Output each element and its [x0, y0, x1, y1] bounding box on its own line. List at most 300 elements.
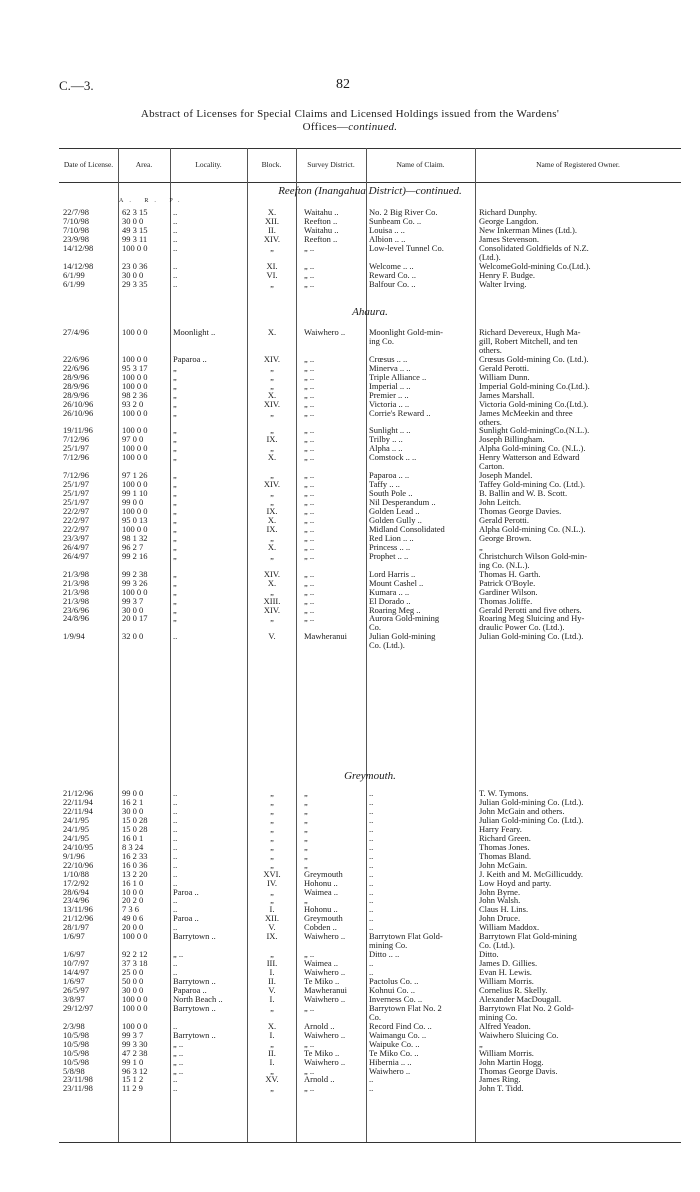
cell-blk: „ [270, 949, 274, 960]
cell-claim: Midland Consolidated [369, 523, 445, 534]
cell-dist: „ [304, 841, 308, 852]
cell-date: 9/1/96 [63, 850, 85, 861]
cell-date: 19/11/96 [63, 425, 93, 436]
cell-date: 10/5/98 [63, 1038, 89, 1049]
cell-dist: Reefton .. [304, 215, 338, 226]
cell-area: 99 3 7 [122, 1029, 144, 1040]
cell-loc: .. [173, 1083, 178, 1094]
cell-owner: Carton. [479, 461, 505, 472]
cell-loc: .. [173, 850, 178, 861]
cell-blk: V. [268, 922, 276, 933]
cell-loc: .. [173, 242, 178, 253]
cell-area: 30 0 0 [122, 604, 144, 615]
cell-claim: Crœsus .. .. [369, 353, 408, 364]
cell-loc: „ [173, 604, 177, 615]
cell-dist: „ .. [304, 362, 315, 373]
cell-claim: El Dorado .. [369, 595, 411, 606]
cell-area: 30 0 0 [122, 805, 144, 816]
cell-area: 10 0 0 [122, 886, 144, 897]
cell-dist: „ [304, 788, 308, 798]
cell-area: 100 0 0 [122, 931, 148, 942]
cell-date: 22/6/96 [63, 353, 89, 364]
cell-owner: Thomas George Davis. [479, 1065, 558, 1076]
cell-loc: .. [173, 233, 178, 244]
cell-loc: .. [173, 269, 178, 280]
cell-loc: .. [173, 841, 178, 852]
cell-date: 7/12/96 [63, 434, 89, 445]
cell-blk: „ [270, 1002, 274, 1013]
cell-area: 97 0 0 [122, 434, 144, 445]
cell-area: 16 2 33 [122, 850, 148, 861]
cell-loc: „ [173, 407, 177, 418]
cell-owner: Joseph Billingham. [479, 434, 545, 445]
cell-loc: .. [173, 904, 178, 915]
cell-loc: North Beach .. [173, 993, 223, 1004]
cell-area: 20 2 0 [122, 895, 144, 906]
cell-area: 99 2 38 [122, 568, 148, 579]
cell-claim: Low-level Tunnel Co. [369, 242, 444, 253]
cell-date: 21/3/98 [63, 577, 89, 588]
cell-loc: .. [173, 215, 178, 226]
cell-claim: Imperial .. .. [369, 380, 411, 391]
cell-owner: B. Ballin and W. B. Scott. [479, 488, 568, 499]
cell-claim: .. [369, 895, 374, 906]
cell-date: 10/5/98 [63, 1029, 89, 1040]
cell-loc: Barrytown .. [173, 1002, 216, 1013]
cell-blk: XIV. [263, 398, 281, 409]
cell-blk: IX. [266, 931, 278, 942]
table-bottom-rule [59, 1142, 681, 1143]
cell-area: 99 0 0 [122, 788, 144, 798]
cell-claim: Albion .. .. [369, 233, 406, 244]
cell-claim: Trilby .. .. [369, 434, 403, 445]
cell-dist: „ .. [304, 389, 315, 400]
cell-loc: „ [173, 550, 177, 561]
cell-owner: Ditto. [479, 949, 499, 960]
cell-owner: mining Co. [479, 1011, 518, 1022]
cell-area: 15 1 2 [122, 1074, 144, 1085]
cell-owner: Barrytown Flat No. 2 Gold- [479, 1002, 574, 1013]
cell-blk: „ [270, 797, 274, 807]
cell-loc: .. [173, 788, 178, 798]
cell-date: 22/2/97 [63, 514, 89, 525]
cell-claim: .. [369, 841, 374, 852]
cell-date: 22/11/94 [63, 797, 93, 807]
cell-date: 1/9/94 [63, 631, 85, 642]
section-heading-reefton: Reefton (Inangahua District)—continued. [278, 185, 462, 197]
cell-dist: Waitahu .. [304, 224, 339, 235]
cell-date: 21/12/96 [63, 788, 94, 798]
cell-area: 16 2 1 [122, 797, 144, 807]
cell-loc: „ [173, 595, 177, 606]
cell-loc: „ [173, 389, 177, 400]
cell-dist: „ .. [304, 1002, 315, 1013]
cell-claim: Barrytown Flat Gold- [369, 931, 443, 942]
cell-owner: Harry Feary. [479, 823, 522, 834]
cell-date: 14/12/98 [63, 260, 94, 271]
cell-area: 99 2 16 [122, 550, 148, 561]
cell-dist: „ .. [304, 479, 315, 490]
cell-dist: „ [304, 850, 308, 861]
cell-area: 100 0 0 [122, 1020, 148, 1031]
cell-area: 20 0 17 [122, 613, 148, 624]
cell-loc: .. [173, 224, 178, 235]
cell-dist: Greymouth [304, 913, 343, 924]
cell-loc: „ [173, 380, 177, 391]
cell-blk: „ [270, 823, 274, 834]
cell-dist: Waiwhero .. [304, 931, 346, 942]
cell-date: 24/8/96 [63, 613, 89, 624]
cell-area: 100 0 0 [122, 380, 148, 391]
cell-blk: V. [268, 631, 276, 642]
table-top-rule [59, 148, 681, 149]
cell-claim: .. [369, 904, 374, 915]
cell-claim: Pactolus Co. .. [369, 976, 419, 986]
cell-blk: „ [270, 371, 274, 382]
cell-blk: XIV. [263, 233, 281, 244]
cell-dist: „ .. [304, 506, 315, 516]
cell-dist: „ .. [304, 452, 315, 463]
cell-claim: .. [369, 1074, 374, 1085]
cell-blk: „ [270, 488, 274, 499]
cell-date: 21/3/98 [63, 568, 89, 579]
cell-date: 14/12/98 [63, 242, 94, 253]
cell-claim: Nil Desperandum .. [369, 497, 436, 507]
cell-loc: .. [173, 797, 178, 807]
cell-dist: „ .. [304, 425, 315, 436]
cell-loc: .. [173, 1074, 178, 1085]
cell-loc: „ [173, 568, 177, 579]
cell-owner: Low Hoyd and party. [479, 877, 552, 888]
cell-loc: „ [173, 452, 177, 463]
cell-claim: Red Lion .. .. [369, 532, 414, 543]
cell-dist: „ .. [304, 523, 315, 534]
cell-date: 22/6/96 [63, 362, 89, 373]
cell-loc: .. [173, 278, 178, 289]
cell-owner: Patrick O'Boyle. [479, 577, 536, 588]
cell-dist: Arnold .. [304, 1074, 335, 1085]
cell-area: 100 0 0 [122, 371, 148, 382]
cell-date: 25/1/97 [63, 497, 89, 507]
cell-date: 13/11/96 [63, 904, 93, 915]
cell-blk: „ [270, 1065, 274, 1076]
cell-loc: .. [173, 631, 178, 642]
cell-owner: others. [479, 416, 502, 427]
cell-owner: William Morris. [479, 976, 534, 986]
cell-loc: Paparoa .. [173, 984, 207, 995]
cell-dist: „ .. [304, 497, 315, 507]
cell-dist: „ .. [304, 434, 315, 445]
cell-claim: .. [369, 877, 374, 888]
cell-owner: Henry Watterson and Edward [479, 452, 580, 463]
cell-dist: „ .. [304, 407, 315, 418]
cell-claim: .. [369, 1083, 374, 1094]
column-divider [296, 148, 297, 1142]
cell-claim: .. [369, 797, 374, 807]
cell-owner: Taffey Gold-mining Co. (Ltd.). [479, 479, 585, 490]
cell-blk: IX. [266, 434, 278, 445]
cell-claim: Louisa .. .. [369, 224, 405, 235]
cell-claim: Waimangu Co. .. [369, 1029, 427, 1040]
cell-owner: Alexander MacDougall. [479, 993, 562, 1004]
cell-loc: „ [173, 523, 177, 534]
cell-dist: Cobden .. [304, 922, 337, 933]
title-line-1: Abstract of Licenses for Special Claims and Licensed Holdings issued from the Wardens' [140, 108, 560, 120]
cell-owner: James D. Gillies. [479, 958, 538, 969]
cell-loc: .. [173, 814, 178, 825]
cell-owner: Julian Gold-mining Co. (Ltd.). [479, 814, 584, 825]
cell-blk: „ [270, 805, 274, 816]
cell-area: 100 0 0 [122, 452, 148, 463]
cell-blk: XIV. [263, 353, 281, 364]
cell-blk: XV. [265, 1074, 279, 1085]
cell-claim: .. [369, 868, 374, 879]
cell-loc: „ [173, 577, 177, 588]
cell-owner: T. W. Tymons. [479, 788, 529, 798]
cell-loc: Barrytown .. [173, 931, 216, 942]
cell-owner: William Morris. [479, 1047, 534, 1058]
cell-blk: I. [269, 1056, 275, 1067]
cell-dist: „ .. [304, 541, 315, 552]
cell-loc: .. [173, 922, 178, 933]
cell-area: 11 2 9 [122, 1083, 143, 1094]
cell-loc: „ .. [173, 1047, 184, 1058]
section-heading-greymouth: Greymouth. [344, 770, 396, 782]
cell-claim: Minerva .. .. [369, 362, 411, 373]
cell-loc: „ [173, 479, 177, 490]
cell-blk: „ [270, 814, 274, 825]
cell-dist: Waimea .. [304, 958, 339, 969]
cell-date: 28/9/96 [63, 389, 89, 400]
cell-area: 99 0 0 [122, 497, 144, 507]
cell-blk: III. [266, 958, 278, 969]
cell-loc: „ [173, 532, 177, 543]
cell-loc: Paroa .. [173, 886, 199, 897]
cell-date: 23/3/97 [63, 532, 89, 543]
cell-blk: „ [270, 613, 274, 624]
cell-claim: Corrie's Reward .. [369, 407, 431, 418]
cell-claim: .. [369, 814, 374, 825]
cell-owner: John Byrne. [479, 886, 521, 897]
cell-area: 93 2 0 [122, 398, 144, 409]
page-title [0, 108, 700, 134]
cell-area: 99 3 26 [122, 577, 148, 588]
cell-owner: WelcomeGold-mining Co.(Ltd.). [479, 260, 591, 271]
cell-area: 100 0 0 [122, 407, 148, 418]
cell-area: 100 0 0 [122, 327, 148, 337]
cell-claim: .. [369, 832, 374, 843]
cell-dist: „ .. [304, 613, 315, 624]
cell-claim: Taffy .. .. [369, 479, 400, 490]
cell-blk: XIII. [263, 595, 281, 606]
cell-owner: James Marshall. [479, 389, 535, 400]
cell-area: 32 0 0 [122, 631, 144, 642]
cell-dist: Hohonu .. [304, 877, 338, 888]
cell-date: 24/1/95 [63, 832, 89, 843]
cell-date: 1/6/97 [63, 949, 85, 960]
column-divider [247, 148, 248, 1142]
cell-owner: draulic Power Co. (Ltd.). [479, 622, 565, 633]
cell-dist: „ [304, 895, 308, 906]
cell-loc: „ [173, 613, 177, 624]
cell-dist: „ .. [304, 269, 315, 280]
cell-blk: X. [267, 207, 277, 217]
cell-date: 22/11/94 [63, 805, 93, 816]
cell-date: 26/10/96 [63, 398, 94, 409]
cell-area: 30 0 0 [122, 984, 144, 995]
cell-date: 28/9/96 [63, 371, 89, 382]
cell-dist: „ .. [304, 1038, 315, 1049]
cell-loc: .. [173, 1020, 178, 1031]
cell-claim: .. [369, 958, 374, 969]
cell-blk: „ [270, 850, 274, 861]
cell-date: 7/12/96 [63, 452, 89, 463]
column-divider [170, 148, 171, 1142]
cell-owner: George Langdon. [479, 215, 539, 226]
cell-date: 25/1/97 [63, 443, 89, 454]
cell-dist: „ .. [304, 1065, 315, 1076]
cell-claim: Golden Gully .. [369, 514, 422, 525]
area-units-label: A. R. P. [119, 198, 186, 204]
cell-dist: „ .. [304, 443, 315, 454]
cell-owner: William Dunn. [479, 371, 530, 382]
cell-claim: Kohnui Co. .. [369, 984, 416, 995]
cell-claim: Golden Lead .. [369, 506, 420, 516]
cell-loc: .. [173, 958, 178, 969]
cell-area: 100 0 0 [122, 425, 148, 436]
cell-dist: Waiwhero .. [304, 967, 346, 977]
cell-claim: Inverness Co. .. [369, 993, 423, 1004]
cell-claim: Balfour Co. .. [369, 278, 416, 289]
cell-loc: „ .. [173, 1038, 184, 1049]
cell-area: 95 3 17 [122, 362, 148, 373]
cell-loc: .. [173, 859, 178, 870]
cell-claim: Comstock .. .. [369, 452, 417, 463]
cell-dist: Waitahu .. [304, 207, 339, 217]
column-header-district: Survey District. [307, 160, 355, 169]
cell-claim: Julian Gold-mining [369, 631, 436, 642]
cell-blk: I. [269, 967, 275, 977]
cell-blk: „ [270, 443, 274, 454]
cell-claim: Prophet .. .. [369, 550, 409, 561]
cell-area: 7 3 6 [122, 904, 139, 915]
cell-claim: .. [369, 922, 374, 933]
cell-date: 22/10/96 [63, 859, 94, 870]
cell-area: 100 0 0 [122, 523, 148, 534]
cell-claim: Waiwhero .. [369, 1065, 411, 1076]
cell-date: 28/1/97 [63, 922, 89, 933]
cell-claim: Victoria .. .. [369, 398, 410, 409]
cell-dist: Arnold .. [304, 1020, 335, 1031]
cell-claim: No. 2 Big River Co. [369, 207, 438, 217]
cell-area: 16 1 0 [122, 877, 144, 888]
cell-owner: George Brown. [479, 532, 532, 543]
cell-area: 16 0 1 [122, 832, 144, 843]
cell-dist: „ .. [304, 595, 315, 606]
cell-date: 24/1/95 [63, 814, 89, 825]
cell-claim: Co. [369, 622, 382, 633]
cell-loc: „ [173, 443, 177, 454]
cell-loc: „ [173, 506, 177, 516]
cell-claim: .. [369, 850, 374, 861]
cell-dist: „ .. [304, 260, 315, 271]
cell-owner: Julian Gold-mining Co. (Ltd.). [479, 631, 584, 642]
cell-blk: I. [269, 1029, 275, 1040]
cell-owner: William Maddox. [479, 922, 540, 933]
cell-blk: „ [270, 1083, 274, 1094]
cell-claim: Co. (Ltd.). [369, 640, 405, 651]
cell-date: 10/5/98 [63, 1047, 89, 1058]
cell-blk: „ [270, 407, 274, 418]
cell-dist: „ [304, 859, 308, 870]
cell-area: 29 3 35 [122, 278, 148, 289]
cell-claim: Reward Co. .. [369, 269, 416, 280]
cell-blk: „ [270, 532, 274, 543]
cell-area: 99 3 30 [122, 1038, 148, 1049]
cell-date: 26/4/97 [63, 550, 89, 561]
cell-blk: X. [267, 1020, 277, 1031]
table-header-rule [59, 182, 681, 183]
column-header-owner: Name of Registered Owner. [536, 160, 620, 169]
cell-dist: Mawheranui [304, 984, 347, 995]
cell-dist: „ .. [304, 488, 315, 499]
cell-dist: Waiwhero .. [304, 327, 346, 337]
cell-area: 20 0 0 [122, 922, 144, 933]
cell-claim: Ditto .. .. [369, 949, 400, 960]
cell-blk: „ [270, 497, 274, 507]
cell-date: 10/5/98 [63, 1056, 89, 1067]
cell-area: 100 0 0 [122, 586, 148, 597]
cell-claim: Alpha .. .. [369, 443, 403, 454]
cell-blk: I. [269, 993, 275, 1004]
cell-claim: Premier .. .. [369, 389, 409, 400]
cell-claim: Welcome .. .. [369, 260, 414, 271]
cell-owner: Gerald Perotti. [479, 514, 530, 525]
cell-owner: Walter Irving. [479, 278, 527, 289]
cell-blk: „ [270, 380, 274, 391]
cell-area: 92 2 12 [122, 949, 148, 960]
cell-date: 17/2/92 [63, 877, 89, 888]
cell-loc: Barrytown .. [173, 976, 216, 986]
cell-owner: Gerald Perotti. [479, 362, 530, 373]
cell-date: 28/9/96 [63, 380, 89, 391]
cell-claim: Moonlight Gold-min- [369, 327, 443, 337]
cell-date: 3/8/97 [63, 993, 85, 1004]
cell-dist: „ [304, 805, 308, 816]
cell-owner: Co. (Ltd.). [479, 940, 515, 951]
cell-dist: Hohonu .. [304, 904, 338, 915]
cell-claim: Paparoa .. .. [369, 470, 410, 481]
cell-owner: others. [479, 344, 502, 355]
cell-area: 15 0 28 [122, 823, 148, 834]
cell-blk: XIV. [263, 604, 281, 615]
cell-blk: „ [270, 832, 274, 843]
cell-loc: „ [173, 434, 177, 445]
cell-blk: XIV. [263, 568, 281, 579]
cell-claim: Kumara .. .. [369, 586, 410, 597]
cell-owner: Thomas George Davies. [479, 506, 562, 516]
cell-dist: „ .. [304, 550, 315, 561]
cell-dist: Mawheranui [304, 631, 347, 642]
cell-owner: Thomas Joliffe. [479, 595, 533, 606]
cell-loc: „ .. [173, 949, 184, 960]
cell-area: 100 0 0 [122, 479, 148, 490]
cell-area: 99 1 10 [122, 488, 148, 499]
cell-date: 7/10/98 [63, 224, 89, 235]
cell-loc: .. [173, 207, 178, 217]
cell-blk: V. [268, 984, 276, 995]
cell-date: 1/6/97 [63, 976, 85, 986]
